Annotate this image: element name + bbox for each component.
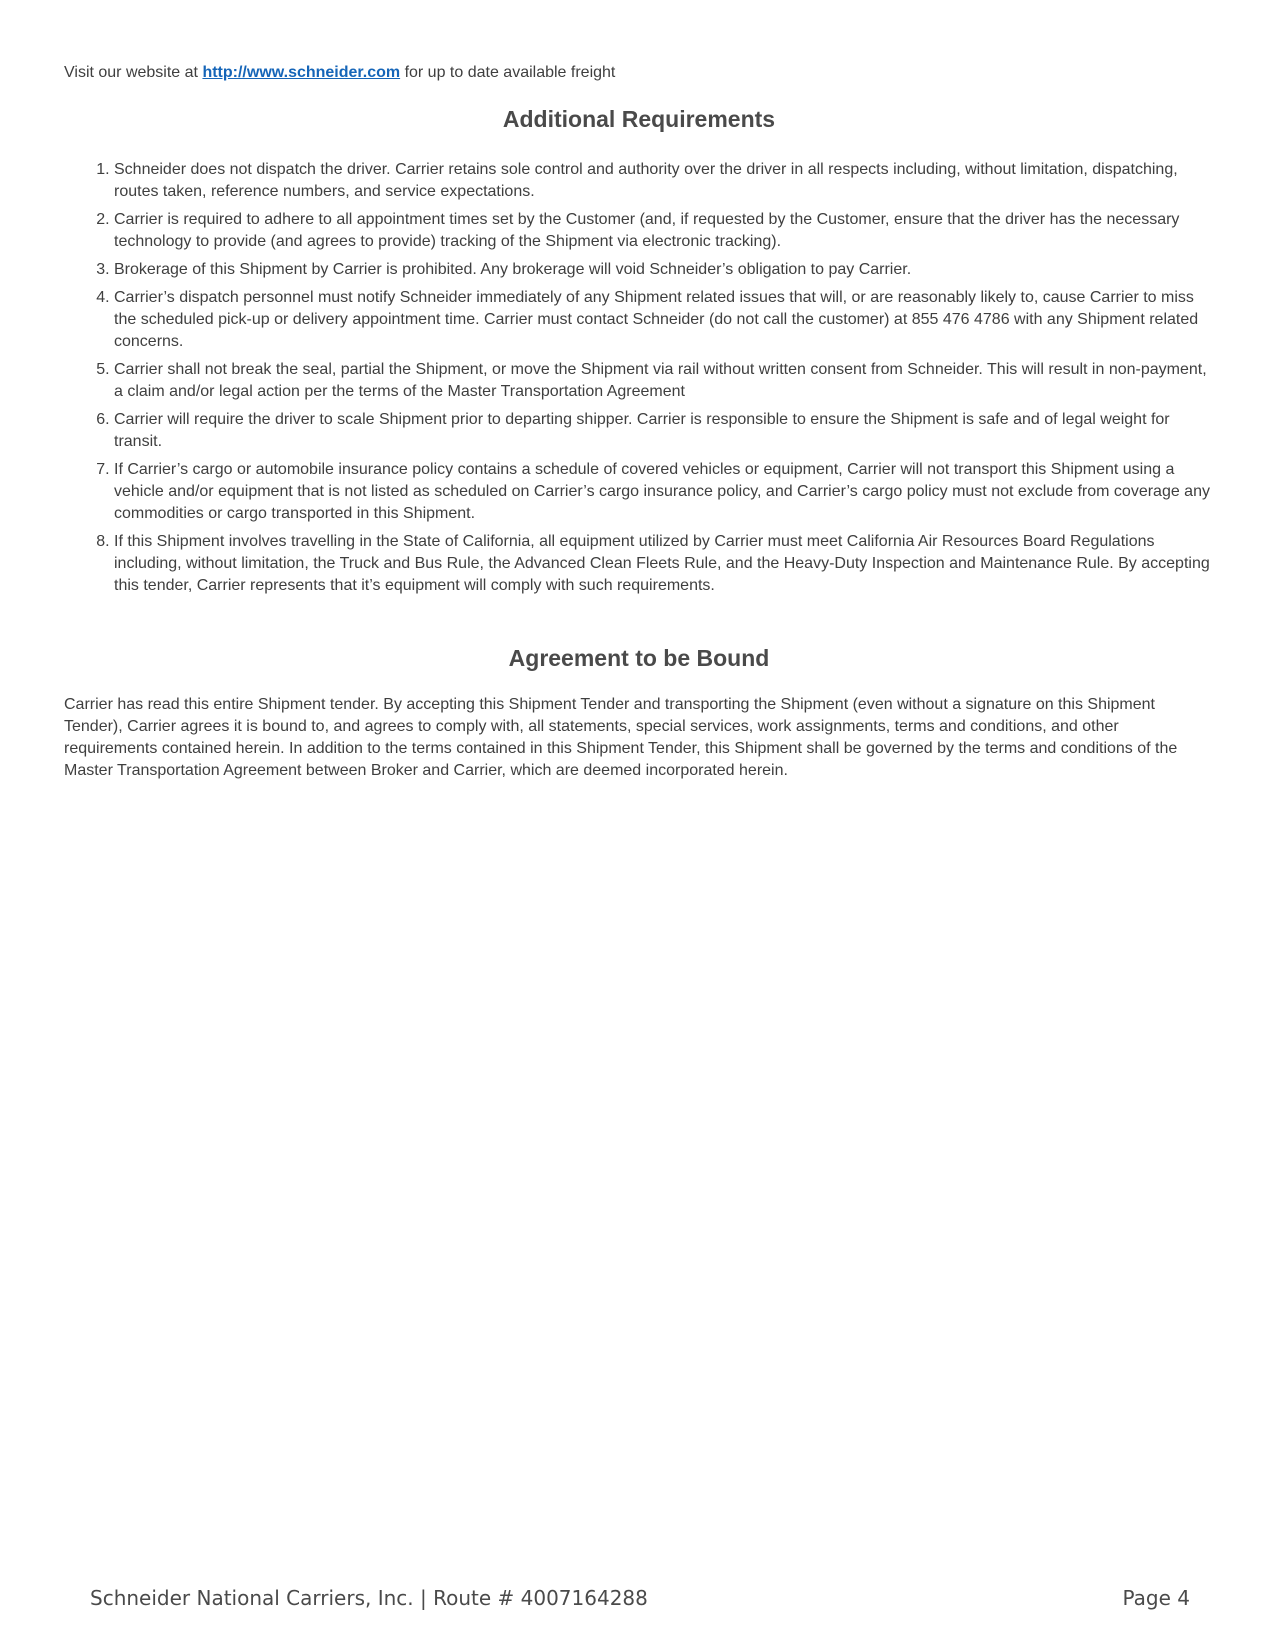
requirement-item: 2. Carrier is required to adhere to all appointment times set by the Customer (and, if requested by the Customer, ensure that the driver has the necessary technology to provide (and agrees to provide) tracking of the Shipment via electronic tracking).: [114, 209, 1214, 253]
footer-route-info: Schneider National Carriers, Inc. | Route # 4007164288: [90, 1586, 648, 1610]
requirement-item: 5. Carrier shall not break the seal, partial the Shipment, or move the Shipment via rail without written consent from Schneider. This will result in non-payment, a claim and/or legal action per the terms of the Master Transportation Agreement: [114, 359, 1214, 403]
agreement-text: Carrier has read this entire Shipment tender. By accepting this Shipment Tender and transporting the Shipment (even without a signature on this Shipment Tender), Carrier agrees it is bound to, and agrees to comply with, all statements, special services, work assignments, terms and conditions, and other requirements contained herein. In addition to the terms contained in this Shipment Tender, this Shipment shall be governed by the terms and conditions of the Master Transportation Agreement between Broker and Carrier, which are deemed incorporated herein.: [64, 696, 1178, 779]
requirement-item: 6. Carrier will require the driver to scale Shipment prior to departing shipper. Carrier is responsible to ensure the Shipment is safe and of legal weight for transit.: [114, 409, 1214, 453]
agreement-title: Agreement to be Bound: [508, 645, 770, 671]
requirement-item: 1. Schneider does not dispatch the driver. Carrier retains sole control and authority over the driver in all respects including, without limitation, dispatching, routes taken, reference numbers, and service expectations.: [114, 159, 1214, 203]
footer-page-number: Page 4: [1122, 1586, 1190, 1610]
requirement-item: 3. Brokerage of this Shipment by Carrier is prohibited. Any brokerage will void Schneider’s obligation to pay Carrier.: [114, 259, 1214, 281]
visit-suffix: for up to date available freight: [404, 64, 616, 81]
requirement-item: 4. Carrier’s dispatch personnel must notify Schneider immediately of any Shipment related issues that will, or are reasonably likely to, cause Carrier to miss the scheduled pick-up or delivery appointment time. Carrier must contact Schneider (do not call the customer) at 855 476 4786 with any Shipment related concerns.: [114, 287, 1214, 353]
visit-website-line: [64, 62, 1214, 84]
additional-requirements-title: Additional Requirements: [502, 106, 776, 132]
requirements-list: [64, 159, 1214, 597]
requirement-item: 7. If Carrier’s cargo or automobile insurance policy contains a schedule of covered vehicles or equipment, Carrier will not transport this Shipment using a vehicle and/or equipment that is not listed as scheduled on Carrier’s cargo insurance policy, and Carrier’s cargo policy must not exclude from coverage any commodities or cargo transported in this Shipment.: [114, 459, 1214, 525]
visit-prefix: Visit our website at: [64, 64, 198, 81]
requirement-item: 8. If this Shipment involves travelling in the State of California, all equipment utilized by Carrier must meet California Air Resources Board Regulations including, without limitation, the Truck and Bus Rule, the Advanced Clean Fleets Rule, and the Heavy-Duty Inspection and Maintenance Rule. By accepting this tender, Carrier represents that it’s equipment will comply with such requirements.: [114, 531, 1214, 597]
website-link[interactable]: http://www.schneider.com: [202, 64, 401, 81]
document-page: [64, 62, 1214, 782]
